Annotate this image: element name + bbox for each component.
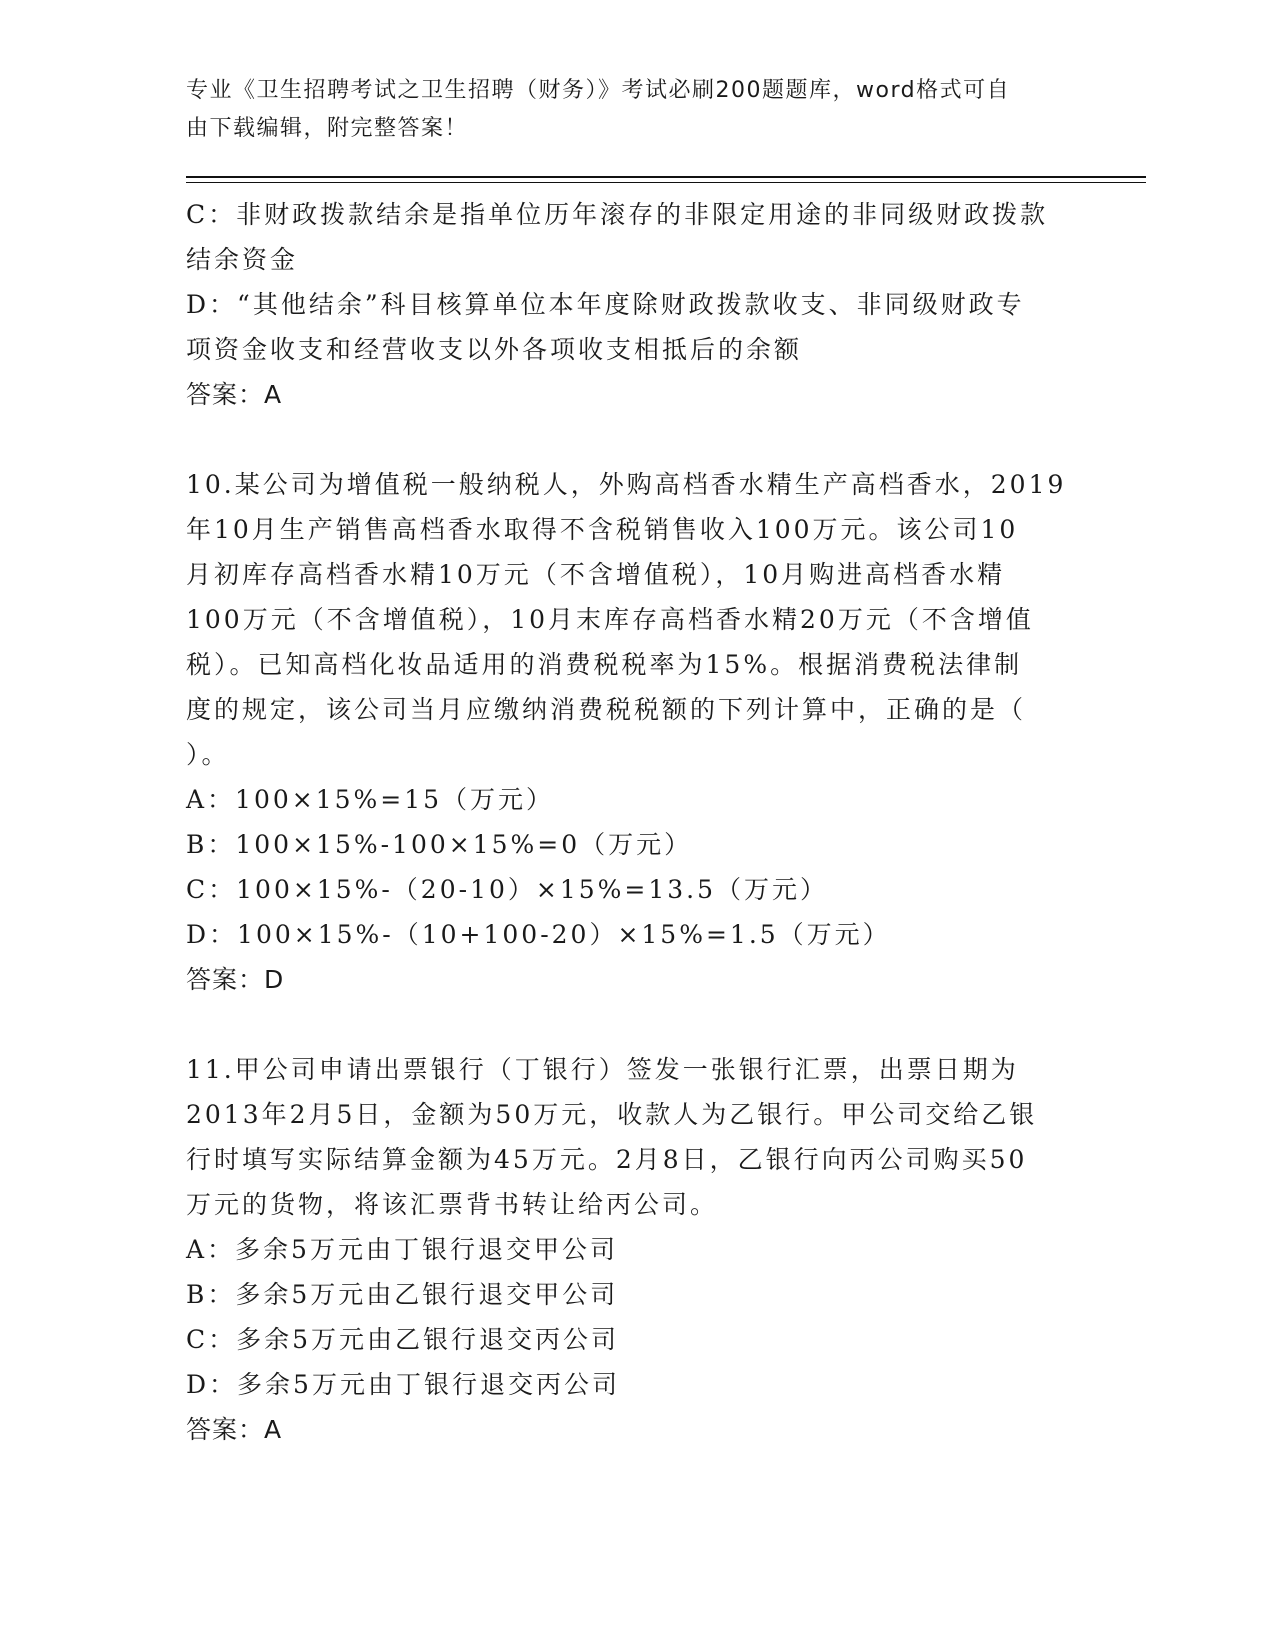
option-d-line-2: 项资金收支和经营收支以外各项收支相抵后的余额: [186, 335, 803, 364]
option-c-line-1: C：非财政拨款结余是指单位历年滚存的非限定用途的非同级财政拨款: [186, 200, 1049, 229]
header-line-2: 由下载编辑，附完整答案！: [186, 116, 469, 141]
header-rule-thin: [186, 182, 1146, 183]
question-text-line: 月初库存高档香水精10万元（不含增值税），10月购进高档香水精: [186, 560, 1006, 589]
question-text-line: 100万元（不含增值税），10月末库存高档香水精20万元（不含增值: [186, 605, 1034, 634]
option-c-line-2: 结余资金: [186, 245, 299, 274]
option-b: B：多余5万元由乙银行退交甲公司: [186, 1280, 619, 1309]
question-text-line: 2013年2月5日，金额为50万元，收款人为乙银行。甲公司交给乙银: [186, 1100, 1038, 1129]
option-d: D：100×15%-（10+100-20）×15%=1.5（万元）: [186, 920, 891, 949]
option-c: C：100×15%-（20-10）×15%=13.5（万元）: [186, 875, 829, 904]
question-text-line: 年10月生产销售高档香水取得不含税销售收入100万元。该公司10: [186, 515, 1019, 544]
document-body: [186, 192, 1086, 1452]
option-a: A：100×15%=15（万元）: [186, 785, 555, 814]
option-d-line-1: D：“其他结余”科目核算单位本年度除财政拨款收支、非同级财政专: [186, 290, 1025, 319]
question-text-line: ）。: [186, 740, 230, 769]
option-b: B：100×15%-100×15%=0（万元）: [186, 830, 693, 859]
question-text-line: 度的规定，该公司当月应缴纳消费税税额的下列计算中，正确的是（: [186, 695, 1027, 724]
header-rule-thick: [186, 176, 1146, 178]
question-text-line: 10.某公司为增值税一般纳税人，外购高档香水精生产高档香水，2019: [186, 470, 1067, 499]
question-11: [186, 1047, 1086, 1452]
question-text-line: 万元的货物，将该汇票背书转让给丙公司。: [186, 1190, 719, 1219]
question-text-line: 11.甲公司申请出票银行（丁银行）签发一张银行汇票，出票日期为: [186, 1055, 1019, 1084]
question-text-line: 税）。已知高档化妆品适用的消费税税率为15%。根据消费税法律制: [186, 650, 1023, 679]
option-c: C：多余5万元由乙银行退交丙公司: [186, 1325, 620, 1354]
answer-label: 答案：A: [186, 380, 283, 409]
option-a: A：多余5万元由丁银行退交甲公司: [186, 1235, 618, 1264]
option-d: D：多余5万元由丁银行退交丙公司: [186, 1370, 620, 1399]
page-header: [186, 72, 1066, 148]
spacer: [186, 417, 1086, 462]
header-line-1: 专业《卫生招聘考试之卫生招聘（财务）》考试必刷200题题库，word格式可自: [186, 78, 1011, 103]
answer-label: 答案：D: [186, 965, 285, 994]
question-text-line: 行时填写实际结算金额为45万元。2月8日，乙银行向丙公司购买50: [186, 1145, 1028, 1174]
answer-label: 答案：A: [186, 1415, 283, 1444]
question-10: [186, 462, 1086, 1002]
spacer: [186, 1002, 1086, 1047]
question-9-tail: [186, 192, 1086, 417]
